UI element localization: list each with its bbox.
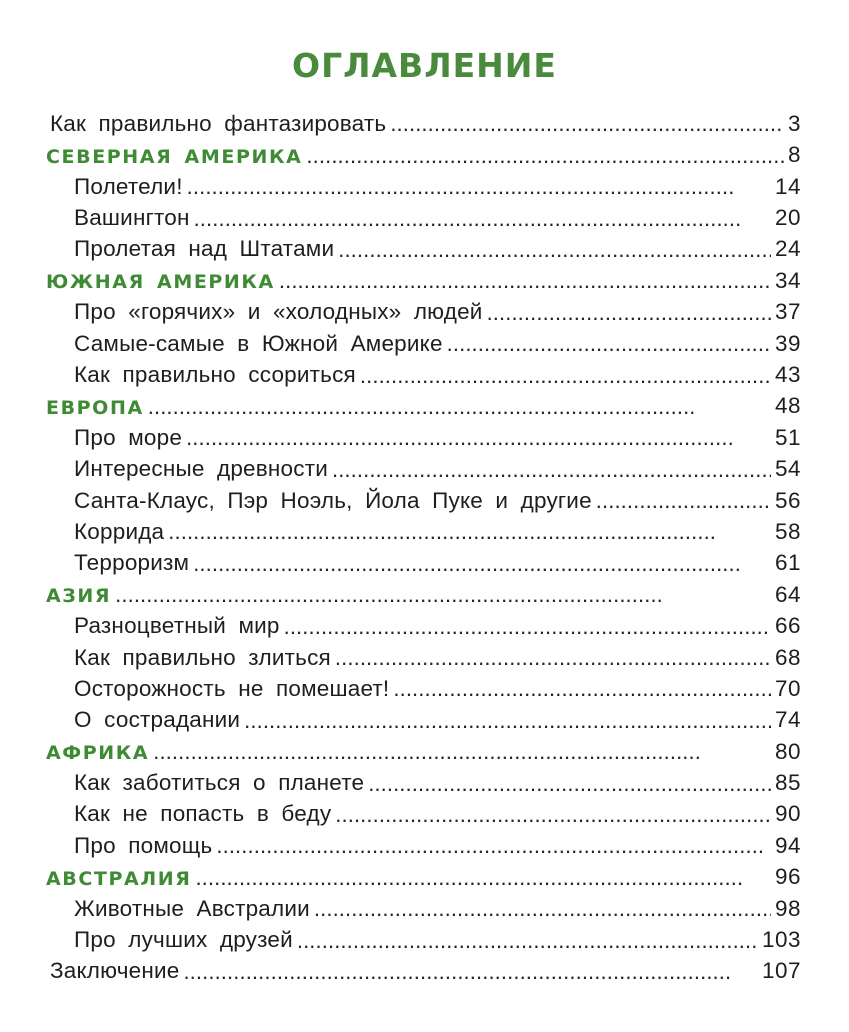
dot-leader — [186, 427, 771, 449]
toc-entry-row — [0, 954, 849, 985]
page-number: 61 — [774, 550, 801, 576]
toc-entry-row — [0, 420, 849, 451]
entry-title: Пролетая над Штатами — [74, 236, 335, 262]
dot-leader — [360, 365, 771, 387]
page-number: 98 — [774, 895, 801, 921]
entry-title: Коррида — [74, 518, 165, 544]
dot-leader — [393, 678, 771, 700]
toc-entry-row — [0, 671, 849, 702]
entry-title: Как не попасть в беду — [74, 801, 332, 827]
page-number: 14 — [774, 173, 801, 199]
toc-entry-row — [0, 640, 849, 671]
entry-title: Санта-Клаус, Пэр Ноэль, Йола Пуке и другие — [74, 487, 592, 513]
dot-leader — [183, 961, 758, 983]
entry-title: Как правильно злиться — [74, 644, 331, 670]
dot-leader — [115, 584, 771, 606]
entry-title: Вашингтон — [74, 205, 190, 231]
toc-section-row — [0, 577, 849, 608]
dot-leader — [338, 239, 771, 261]
entry-title: Про помощь — [74, 832, 213, 858]
page-number: 37 — [774, 299, 801, 325]
page-number: 39 — [774, 330, 801, 356]
page-number: 20 — [774, 205, 801, 231]
page-number: 3 — [787, 110, 801, 136]
page-number: 58 — [774, 518, 801, 544]
dot-leader — [284, 616, 771, 638]
toc-entry-row — [0, 232, 849, 263]
page-number: 8 — [787, 142, 801, 168]
section-heading: АЗИЯ — [46, 585, 112, 608]
section-heading: ЕВРОПА — [46, 396, 144, 419]
entry-title: Как правильно ссориться — [74, 362, 356, 388]
page-number: 74 — [774, 707, 801, 733]
dot-leader — [279, 270, 771, 292]
page-number: 43 — [774, 362, 801, 388]
entry-title: Про «горячих» и «холодных» людей — [74, 299, 483, 325]
toc-section-row — [0, 137, 849, 168]
page-number: 34 — [774, 267, 801, 293]
toc-entry-row — [0, 922, 849, 953]
dot-leader — [195, 867, 771, 889]
page-number: 94 — [774, 832, 801, 858]
dot-leader — [216, 835, 771, 857]
dot-leader — [187, 176, 771, 198]
toc-entry-row — [0, 357, 849, 388]
dot-leader — [596, 490, 771, 512]
toc-entry-row — [0, 106, 849, 137]
entry-title: Животные Австралии — [74, 895, 310, 921]
toc-entry-row — [0, 326, 849, 357]
section-heading: СЕВЕРНАЯ АМЕРИКА — [46, 145, 303, 168]
dot-leader — [148, 396, 771, 418]
toc-entry-row — [0, 294, 849, 325]
dot-leader — [153, 741, 771, 763]
toc-section-row — [0, 734, 849, 765]
toc-entry-row — [0, 169, 849, 200]
entry-title: Как заботиться о планете — [74, 770, 365, 796]
toc-section-row — [0, 859, 849, 890]
page-number: 70 — [774, 675, 801, 701]
entry-title: Разноцветный мир — [74, 613, 280, 639]
dot-leader — [487, 302, 771, 324]
dot-leader — [244, 710, 771, 732]
toc-entry-row — [0, 514, 849, 545]
toc-entry-row — [0, 545, 849, 576]
toc-entry-row — [0, 797, 849, 828]
entry-title: Про море — [74, 424, 183, 450]
entry-title: О сострадании — [74, 707, 241, 733]
toc-entry-row — [0, 608, 849, 639]
dot-leader — [306, 145, 784, 167]
entry-title: Самые-самые в Южной Америке — [74, 330, 443, 356]
dot-leader — [335, 647, 771, 669]
toc-entry-row — [0, 765, 849, 796]
toc-entry-row — [0, 200, 849, 231]
dot-leader — [297, 930, 758, 952]
page-number: 51 — [774, 424, 801, 450]
page-number: 103 — [761, 927, 801, 953]
toc-entry-row — [0, 828, 849, 859]
dot-leader — [193, 553, 771, 575]
page-number: 54 — [774, 456, 801, 482]
page-number: 48 — [774, 393, 801, 419]
page-number: 107 — [761, 958, 801, 984]
toc-entry-row — [0, 891, 849, 922]
page-number: 64 — [774, 581, 801, 607]
page-title: ОГЛАВЛЕНИЕ — [292, 46, 557, 85]
toc-section-row — [0, 389, 849, 420]
section-heading: АФРИКА — [46, 742, 150, 765]
section-heading: ЮЖНАЯ АМЕРИКА — [46, 271, 275, 294]
entry-title: Про лучших друзей — [74, 927, 293, 953]
toc-entry-row — [0, 483, 849, 514]
dot-leader — [168, 521, 771, 543]
toc-entry-row — [0, 451, 849, 482]
dot-leader — [390, 113, 784, 135]
dot-leader — [368, 773, 771, 795]
dot-leader — [194, 208, 771, 230]
page-number: 85 — [774, 770, 801, 796]
entry-title: Терроризм — [74, 550, 190, 576]
dot-leader — [335, 804, 771, 826]
page-number: 80 — [774, 738, 801, 764]
dot-leader — [332, 459, 771, 481]
entry-title: Интересные древности — [74, 456, 328, 482]
dot-leader — [314, 898, 771, 920]
page-number: 96 — [774, 864, 801, 890]
entry-title: Полетели! — [74, 173, 183, 199]
entry-title: Как правильно фантазировать — [50, 110, 387, 136]
dot-leader — [447, 333, 771, 355]
page-number: 56 — [774, 487, 801, 513]
table-of-contents — [0, 106, 849, 985]
section-heading: АВСТРАЛИЯ — [46, 867, 192, 890]
toc-entry-row — [0, 702, 849, 733]
page-number: 90 — [774, 801, 801, 827]
page-number: 24 — [774, 236, 801, 262]
entry-title: Осторожность не помешает! — [74, 675, 390, 701]
toc-section-row — [0, 263, 849, 294]
page-number: 66 — [774, 613, 801, 639]
page-number: 68 — [774, 644, 801, 670]
entry-title: Заключение — [50, 958, 180, 984]
